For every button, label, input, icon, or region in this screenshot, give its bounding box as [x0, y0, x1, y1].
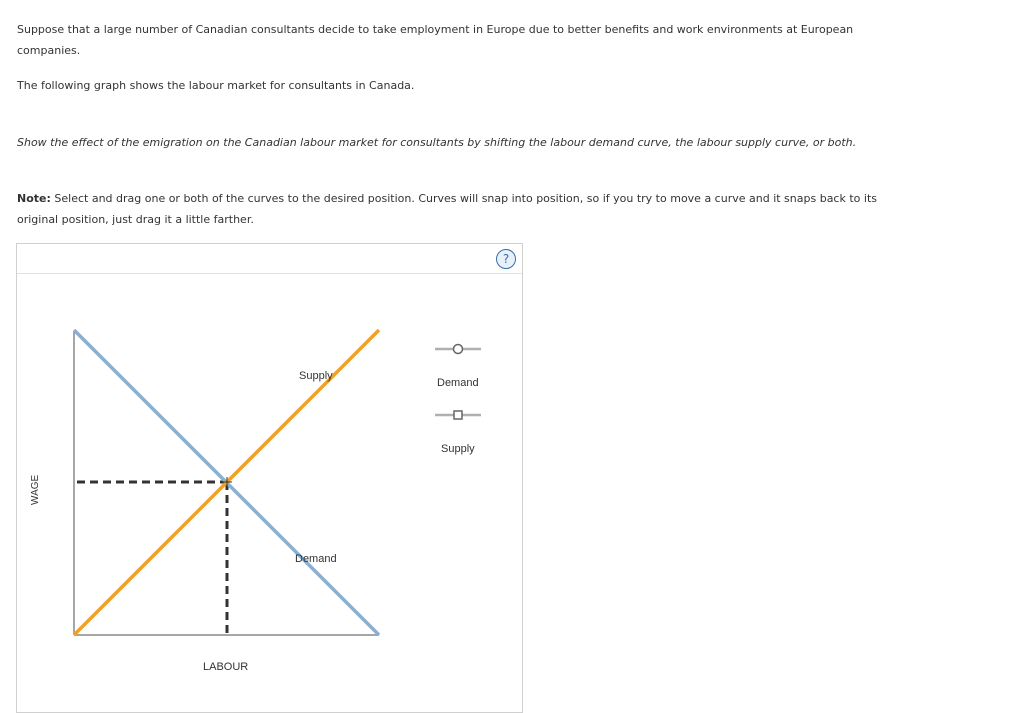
question-paragraph-2: The following graph shows the labour market for consultants in Canada. [17, 79, 415, 92]
demand-curve-label: Demand [295, 553, 337, 565]
square-handle-icon [454, 411, 462, 419]
note-paragraph [17, 188, 897, 230]
graph-panel [16, 243, 523, 713]
palette-supply-label: Supply [441, 443, 475, 455]
note-text: Select and drag one or both of the curves to the desired position. Curves will snap into position, so if you try to move a curve and it snaps back to its original position, just drag it a little farther. [17, 192, 877, 226]
question-paragraph-1: Suppose that a large number of Canadian consultants decide to take employment in Europe due to better benefits and work environments at European companies. [17, 23, 854, 57]
palette-demand-label: Demand [437, 377, 479, 389]
graph-canvas [17, 244, 524, 699]
circle-handle-icon [454, 345, 463, 354]
help-icon[interactable]: ? [496, 249, 516, 269]
x-axis-label: LABOUR [203, 661, 249, 673]
palette-supply-tool[interactable] [435, 411, 481, 455]
palette-demand-tool[interactable] [435, 345, 481, 390]
instruction-paragraph: Show the effect of the emigration on the Canadian labour market for consultants by shifting the labour demand curve, the labour supply curve, or both. [17, 136, 857, 149]
note-label: Note: [17, 192, 51, 205]
y-axis-label: WAGE [30, 474, 41, 505]
supply-curve-label: Supply [299, 370, 333, 382]
